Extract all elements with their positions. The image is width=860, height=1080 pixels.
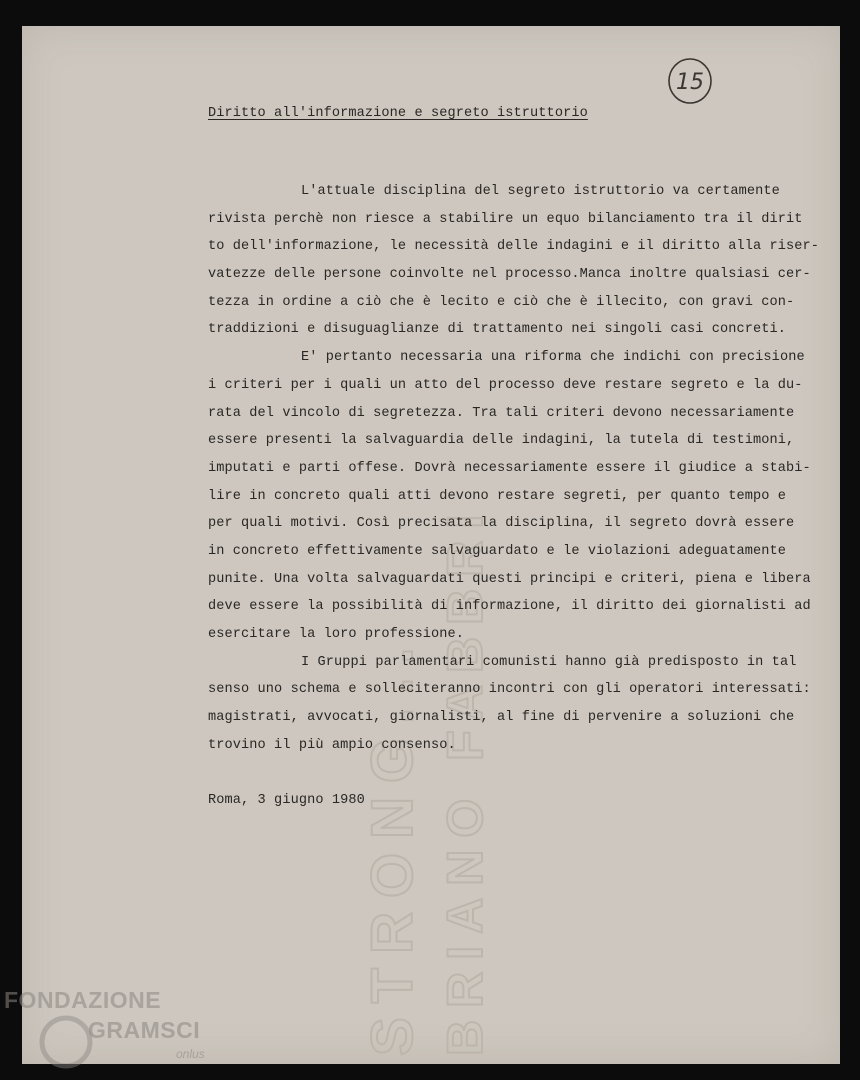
body-line: senso uno schema e solleciteranno incontri con gli operatori interessati: — [208, 682, 811, 698]
body-line: essere presenti la salvaguardia delle indagini, la tutela di testimoni, — [208, 433, 795, 449]
body-line: vatezze delle persone coinvolte nel processo.Manca inoltre qualsiasi cer- — [208, 267, 811, 283]
body-line: trovino il più ampio consenso. — [208, 737, 456, 753]
page-number-circle — [666, 56, 716, 106]
body-line: rata del vincolo di segretezza. Tra tali criteri devono necessariamente — [208, 405, 795, 421]
document-title: Diritto all'informazione e segreto istruttorio — [208, 106, 588, 121]
body-line: E' pertanto necessaria una riforma che indichi con precisione — [301, 350, 805, 366]
document-date: Roma, 3 giugno 1980 — [208, 793, 365, 808]
body-line: rivista perchè non riesce a stabilire un equo bilanciamento tra il dirit — [208, 211, 803, 227]
document-page — [22, 26, 840, 1064]
fondazione-gramsci-logo — [4, 986, 218, 1076]
body-line: to dell'informazione, le necessità delle indagini e il diritto alla riser- — [208, 239, 820, 255]
body-line: deve essere la possibilità di informazione, il diritto dei giornalisti ad — [208, 599, 811, 615]
body-line: L'attuale disciplina del segreto istruttorio va certamente — [301, 184, 780, 199]
body-line: per quali motivi. Così precisata la disciplina, il segreto dovrà essere — [208, 516, 795, 532]
body-line: punite. Una volta salvaguardati questi principi e criteri, piena e libera — [208, 571, 811, 587]
body-line: imputati e parti offese. Dovrà necessariamente essere il giudice a stabi- — [208, 460, 811, 476]
body-line: I Gruppi parlamentari comunisti hanno già predisposto in tal — [301, 654, 797, 670]
document-body — [208, 178, 820, 759]
logo-text-gramsci: GRAMSCI — [88, 1017, 201, 1043]
body-line: tezza in ordine a ciò che è lecito e ciò che è illecito, con gravi con- — [208, 294, 795, 310]
page-number: 15 — [676, 70, 704, 95]
body-line: i criteri per i quali un atto del processo deve restare segreto e la du- — [208, 377, 803, 393]
watermark-text-1: STRONG... — [360, 633, 425, 1056]
body-line: in concreto effettivamente salvaguardato e le violazioni adeguatamente — [208, 543, 787, 559]
watermark-text-2: BRIANO FABBRI — [437, 502, 493, 1056]
body-line: lire in concreto quali atti devono restare segreti, per quanto tempo e — [208, 488, 787, 504]
logo-text-onlus: onlus — [176, 1047, 205, 1061]
body-line: traddizioni e disuguaglianze di trattamento nei singoli casi concreti. — [208, 322, 787, 338]
body-line: magistrati, avvocati, giornalisti, al fine di pervenire a soluzioni che — [208, 710, 795, 726]
body-line: esercitare la loro professione. — [208, 627, 464, 642]
logo-g-mark — [42, 1018, 90, 1066]
logo-text-fondazione: FONDAZIONE — [4, 987, 162, 1013]
